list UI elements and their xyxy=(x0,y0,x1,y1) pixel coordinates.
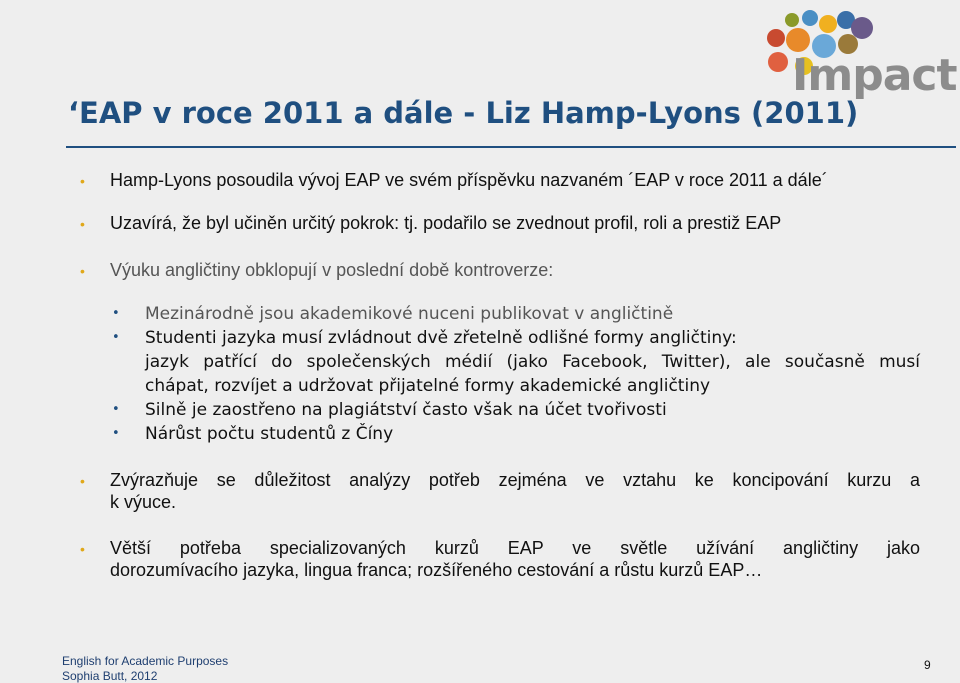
sub-bullet-4: • Nárůst počtu studentů z Číny xyxy=(112,424,394,444)
bullet-2: • Uzavírá, že byl učiněn určitý pokrok: tj. podařilo se zvednout profil, roli a prestiž EAP xyxy=(80,211,920,235)
logo-wordmark: Impact xyxy=(792,50,957,101)
sub-bullet-2: • Studenti jazyka musí zvládnout dvě zřetelně odlišné formy angličtiny: xyxy=(112,328,737,348)
bullet-4: • Zvýrazňuje se důležitost analýzy potřeb zejména ve vztahu ke koncipování kurzu a xyxy=(80,468,920,492)
bullet-dot-icon: • xyxy=(80,173,85,189)
page-number: 9 xyxy=(924,658,931,672)
bullet-3: • Výuku angličtiny obklopují v poslední době kontroverze: xyxy=(80,258,920,282)
sub-bullet-dot-icon: • xyxy=(112,330,120,345)
sub-bullet-2-continuation-2: chápat, rozvíjet a udržovat přijatelné formy akademické angličtiny xyxy=(145,376,711,396)
impact-logo xyxy=(762,4,958,108)
bullet-dot-icon: • xyxy=(80,263,85,279)
sub-bullet-dot-icon: • xyxy=(112,402,120,417)
bullet-1: • Hamp-Lyons posoudila vývoj EAP ve svém příspěvku nazvaném ´EAP v roce 2011 a dále´ xyxy=(80,168,920,192)
title-divider xyxy=(66,146,956,148)
sub-bullet-dot-icon: • xyxy=(112,426,120,441)
sub-bullet-2-continuation: jazyk patřící do společenských médií (jako Facebook, Twitter), ale současně musí xyxy=(145,352,920,372)
bullet-5-continuation: dorozumívacího jazyka, lingua franca; rozšířeného cestování a růstu kurzů EAP… xyxy=(110,560,763,580)
bullet-5: • Větší potřeba specializovaných kurzů EAP ve světle užívání angličtiny jako xyxy=(80,536,920,560)
sub-bullet-dot-icon: • xyxy=(112,306,120,321)
footer-course: English for Academic Purposes xyxy=(62,654,229,668)
footer-author: Sophia Butt, 2012 xyxy=(62,669,158,683)
slide-title: ‘EAP v roce 2011 a dále - Liz Hamp-Lyons (2011) xyxy=(68,96,859,130)
footer xyxy=(62,654,228,683)
bullet-dot-icon: • xyxy=(80,541,85,557)
sub-bullet-3: • Silně je zaostřeno na plagiátství často však na účet tvořivosti xyxy=(112,400,667,420)
bullet-4-continuation: k výuce. xyxy=(110,492,177,512)
sub-bullet-1: • Mezinárodně jsou akademikové nuceni publikovat v angličtině xyxy=(112,304,674,324)
bullet-dot-icon: • xyxy=(80,216,85,232)
bullet-dot-icon: • xyxy=(80,473,85,489)
